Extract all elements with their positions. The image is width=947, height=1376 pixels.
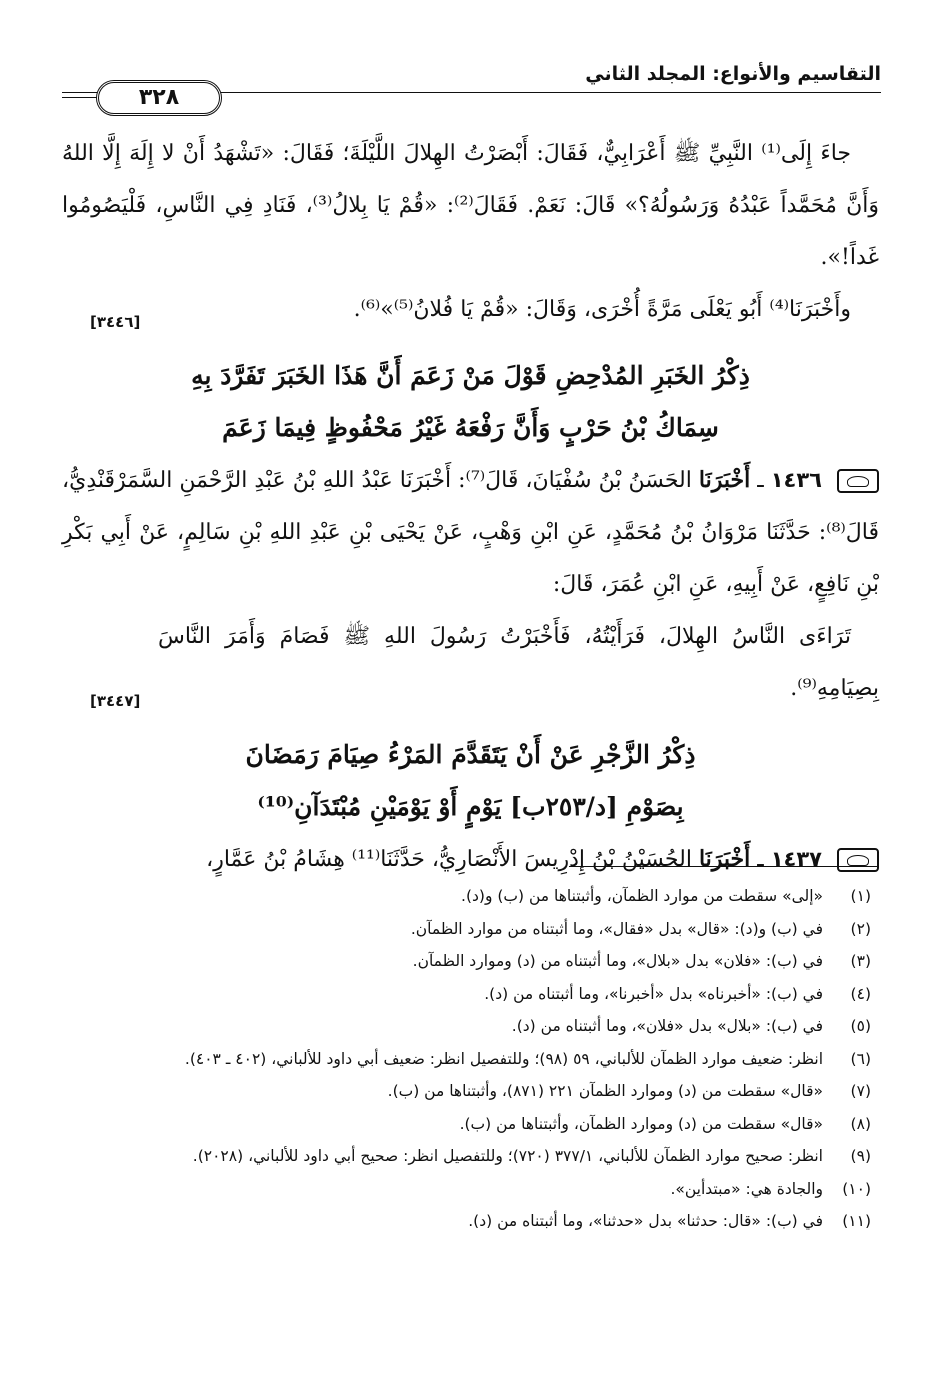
footnote-separator xyxy=(569,866,879,867)
footnote: (١١) في (ب): «قال: حدثنا» بدل «حدثنا»، وما أثبتناه من (د). xyxy=(468,1212,871,1230)
hadith-marker-icon xyxy=(837,469,879,493)
footnote: (١٠) والجادة هي: «مبتدأين». xyxy=(670,1179,871,1198)
heading-2-line-1: ذِكْرُ الزَّجْرِ عَنْ أَنْ يَتَقَدَّمَ المَرْءُ صِيَامَ رَمَضَانَ xyxy=(245,740,696,769)
hadith-number: ١٤٣٦ xyxy=(770,468,822,492)
akhbarana-word: أَخْبَرَنَا xyxy=(698,846,751,872)
footnote: (٦) انظر: ضعيف موارد الظمآن للألباني، ٥٩ (٩٨)؛ وللتفصيل انظر: ضعيف أبي داود للألباني، (٤٠٢ ـ ٤٠٣). xyxy=(184,1049,871,1068)
running-title: التقاسيم والأنواع: المجلد الثاني xyxy=(585,63,881,85)
hadith-marker-icon xyxy=(837,848,879,872)
dash: ـ xyxy=(750,468,764,493)
heading-1-line-1: ذِكْرُ الخَبَرِ المُدْحِضِ قَوْلَ مَنْ زَعَمَ أَنَّ هَذَا الخَبَرَ تَفَرَّدَ بِهِ xyxy=(191,361,750,390)
footnote: (٢) في (ب) و(د): «قال» بدل «فقال»، وما أثبتناه من موارد الظمآن. xyxy=(410,919,871,938)
hadith-number: ١٤٣٧ xyxy=(770,847,822,871)
isnad-text: الحَسَنُ بْنُ سُفْيَانَ، قَالَ⁽⁷⁾: أَخْبَرَنَا عَبْدُ اللهِ بْنُ عَبْدِ الرَّحْمَنِ السَّمَرْقَنْدِيُّ، قَالَ⁽⁸⁾: حَدَّثَنَا مَرْوَانُ بْنُ مُحَمَّدٍ، عَنِ ابْنِ وَهْبٍ، عَنْ يَحْيَى بْنِ عَبْدِ اللهِ بْنِ سَالِمٍ، عَنْ أَبِي بَكْرِ بْنِ نَافِعٍ، عَنْ أَبِيهِ، عَنِ ابْنِ عُمَرَ، قَالَ: xyxy=(62,468,879,597)
main-text xyxy=(62,128,879,886)
footnote: (٣) في (ب): «فلان» بدل «بلال»، وما أثبتناه من (د) وموارد الظمآن. xyxy=(412,952,871,970)
paragraph-1: جاءَ إِلَى⁽¹⁾ النَّبِيِّ ﷺ أَعْرَابِيٌّ، فَقَالَ: أَبْصَرْتُ الهِلالَ اللَّيْلَةَ؛ فَقَالَ: «تَشْهَدُ أَنْ لا إِلَهَ إِلَّا اللهُ وَأَنَّ مُحَمَّداً عَبْدُهُ وَرَسُولُهُ؟» قَالَ: نَعَمْ. فَقَالَ⁽²⁾: «قُمْ يَا بِلالُ⁽³⁾، فَنَادِ فِي النَّاسِ، فَلْيَصُومُوا غَداً!». xyxy=(62,141,879,270)
reference-number: [٣٤٤٧] xyxy=(90,692,141,710)
akhbarana-word: أَخْبَرَنَا xyxy=(698,467,751,493)
hadith-1436 xyxy=(62,454,879,611)
footnote: (٨) «قال» سقطت من (د) وموارد الظمآن، وأثبتناها من (ب). xyxy=(459,1114,871,1133)
page-number: ٣٢٨ xyxy=(96,80,222,116)
footnote: (٤) في (ب): «أخبرناه» بدل «أخبرنا»، وما أثبتناه من (د). xyxy=(484,984,871,1003)
header-rule-left xyxy=(62,97,98,98)
paragraph-2 xyxy=(62,284,879,336)
footnote: (٧) «قال» سقطت من (د) وموارد الظمآن ٢٢١ (٨٧١)، وأثبتناها من (ب). xyxy=(387,1082,871,1100)
footnote: (١) «إلى» سقطت من موارد الظمآن، وأثبتناها من (ب) و(د). xyxy=(461,887,871,905)
heading-1-line-2: سِمَاكُ بْنُ حَرْبٍ وَأَنَّ رَفْعَهُ غَيْرُ مَحْفُوظٍ فِيمَا زَعَمَ xyxy=(222,413,719,442)
footnote: (٩) انظر: صحيح موارد الظمآن للألباني، ٣٧٧/١ (٧٢٠)؛ وللتفصيل انظر: صحيح أبي داود للألباني، (٢٠٢٨). xyxy=(192,1147,871,1165)
section-heading-1 xyxy=(62,350,879,454)
paragraph-2-text: وأَخْبَرَنَا⁽⁴⁾ أَبُو يَعْلَى مَرَّةً أُخْرَى، وَقَالَ: «قُمْ يَا فُلانُ⁽⁵⁾»⁽⁶⁾. xyxy=(353,297,851,322)
isnad-text: الحُسَيْنُ بْنُ إِدْرِيسَ الأَنْصَارِيُّ، حَدَّثَنَا⁽¹¹⁾ هِشَامُ بْنُ عَمَّارٍ، xyxy=(206,847,692,872)
hadith-1436-matn xyxy=(62,611,879,715)
reference-number: [٣٤٤٦] xyxy=(90,313,141,331)
hadith-1437 xyxy=(62,833,879,886)
matn-text: تَرَاءَى النَّاسُ الهِلالَ، فَرَأَيْتُهُ، فَأَخْبَرْتُ رَسُولَ اللهِ ﷺ فَصَامَ وَأَمَرَ النَّاسَ بِصِيَامِهِ⁽⁹⁾. xyxy=(158,624,879,701)
footnote: (٥) في (ب): «بلال» بدل «فلان»، وما أثبتناه من (د). xyxy=(511,1017,871,1035)
section-heading-2 xyxy=(62,729,879,833)
dash: ـ xyxy=(750,847,764,872)
heading-2-line-2: بِصَوْمِ [د/٢٥٣ب] يَوْمٍ أَوْ يَوْمَيْنِ مُبْتَدَآنِ⁽¹⁰⁾ xyxy=(257,792,684,821)
footnotes xyxy=(62,880,871,1238)
